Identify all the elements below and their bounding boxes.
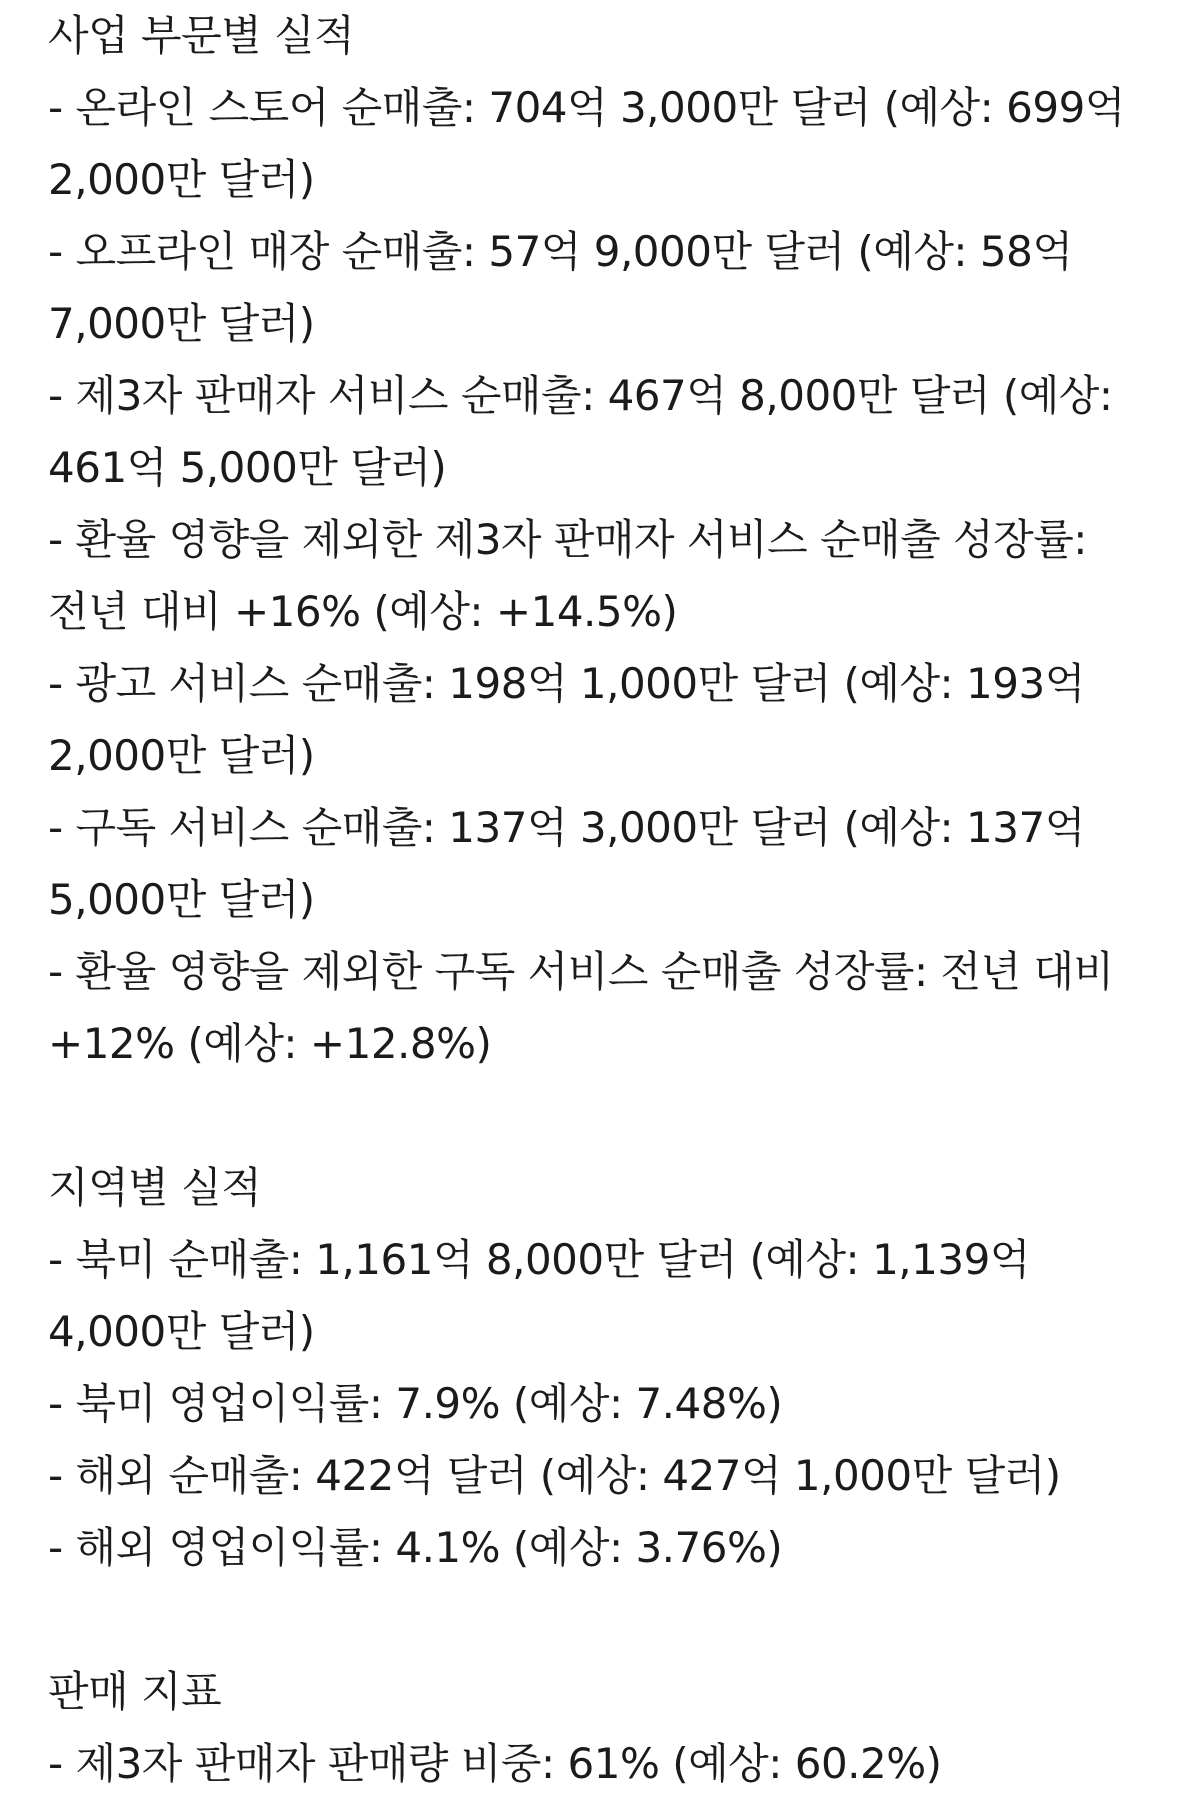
section-heading: 지역별 실적 xyxy=(48,1163,262,1212)
list-item: - 제3자 판매자 판매량 비중: 61% (예상: 60.2%) xyxy=(48,1739,942,1788)
section-regional-performance xyxy=(48,1152,1138,1584)
list-item: - 오프라인 매장 순매출: 57억 9,000만 달러 (예상: 58억 7,000만 달러) xyxy=(48,227,1073,348)
list-item: - 제3자 판매자 서비스 순매출: 467억 8,000만 달러 (예상: 461억 5,000만 달러) xyxy=(48,371,1113,492)
section-sales-metrics xyxy=(48,1656,1138,1800)
list-item: - 광고 서비스 순매출: 198억 1,000만 달러 (예상: 193억 2,000만 달러) xyxy=(48,659,1085,780)
section-heading: 판매 지표 xyxy=(48,1667,222,1716)
list-item: - 구독 서비스 순매출: 137억 3,000만 달러 (예상: 137억 5,000만 달러) xyxy=(48,803,1085,924)
list-item: - 해외 영업이익률: 4.1% (예상: 3.76%) xyxy=(48,1523,783,1572)
list-item: - 온라인 스토어 순매출: 704억 3,000만 달러 (예상: 699억 2,000만 달러) xyxy=(48,83,1125,204)
list-item: - 환율 영향을 제외한 제3자 판매자 서비스 순매출 성장률: 전년 대비 +16% (예상: +14.5%) xyxy=(48,515,1087,636)
section-segment-performance xyxy=(48,0,1138,1080)
document-body xyxy=(48,0,1138,1800)
list-item: - 북미 영업이익률: 7.9% (예상: 7.48%) xyxy=(48,1379,783,1428)
list-item: - 환율 영향을 제외한 구독 서비스 순매출 성장률: 전년 대비 +12% (예상: +12.8%) xyxy=(48,947,1114,1068)
section-heading: 사업 부문별 실적 xyxy=(48,11,355,60)
list-item: - 북미 순매출: 1,161억 8,000만 달러 (예상: 1,139억 4,000만 달러) xyxy=(48,1235,1030,1356)
list-item: - 해외 순매출: 422억 달러 (예상: 427억 1,000만 달러) xyxy=(48,1451,1061,1500)
